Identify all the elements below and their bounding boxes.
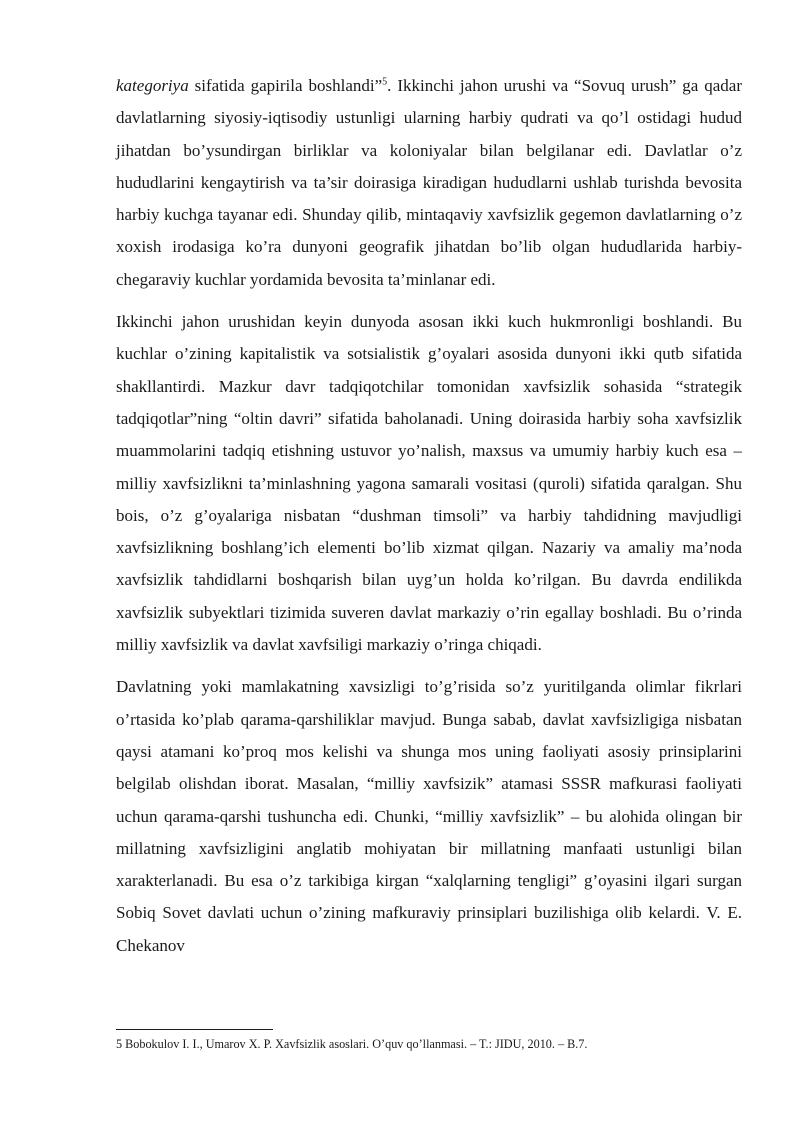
footnote: 5 Bobokulov I. I., Umarov X. P. Xavfsizlik asoslari. O’quv qo’llanmasi. – T.: JIDU, 2010. – B.7. xyxy=(116,1037,588,1051)
paragraph-3: Davlatning yoki mamlakatning xavsizligi to’g’risida so’z yuritilganda olimlar fikrlari o’rtasida ko’plab qarama-qarshiliklar mavjud. Bunga sabab, davlat xavfsizligiga nisbatan qaysi atamani ko’proq mos kelishi va shunga mos uning faoliyati asosiy prinsiplarini belgilab olishdan iborat. Masalan, “milliy xavfsizik” atamasi SSSR mafkurasi faoliyati uchun qarama-qarshi tushuncha edi. Chunki, “milliy xavfsizlik” – bu alohida olingan bir millatning xavfsizligini anglatib mohiyatan bir millatning manfaati ustunligi bilan xarakterlanadi. Bu esa o’z tarkibiga kirgan “xalqlarning tengligi” g’oyasini ilgari surgan Sobiq Sovet davlati uchun o’zining mafkuraviy prinsiplari buzilishiga olib kelardi. V. E. Chekanov xyxy=(116,677,742,955)
paragraph-1-text-b: . Ikkinchi jahon urushi va “Sovuq urush” ga qadar davlatlarning siyosiy-iqtisodiy ustunligi ularning harbiy qudrati va qo’l ostidagi hudud jihatdan bo’ysundirgan birliklar va koloniyalar bilan belgilanar edi. Davlatlar o’z hududlarini kengaytirish va ta’sir doirasiga kiradigan hududlarni ushlab turishda bevosita harbiy kuchga tayanar edi. Shunday qilib, mintaqaviy xavfsizlik gegemon davlatlarning o’z xoxish irodasiga ko’ra dunyoni geografik jihatdan bo’lib olgan hududlarida harbiy-chegaraviy kuchlar yordamida bevosita ta’minlanar edi. xyxy=(116,76,742,289)
italic-term: kategoriya xyxy=(116,76,189,95)
footnote-separator xyxy=(116,1029,273,1030)
paragraph-1 xyxy=(116,70,742,296)
paragraph-1-text-a: sifatida gapirila boshlandi” xyxy=(188,76,383,95)
footnote-reference[interactable]: 5 xyxy=(382,76,388,88)
body-text xyxy=(116,70,742,962)
paragraph-2: Ikkinchi jahon urushidan keyin dunyoda asosan ikki kuch hukmronligi boshlandi. Bu kuchlar o’zining kapitalistik va sotsialistik g’oyalari asosida dunyoni ikki qutb sifatida shakllantirdi. Mazkur davr tadqiqotchilar tomonidan xavfsizlik sohasida “strategik tadqiqotlar”ning “oltin davri” sifatida baholanadi. Uning doirasida harbiy soha xavfsizlik muammolarini tadqiq etishning ustuvor yo’nalish, maxsus va umumiy harbiy kuch esa – milliy xavfsizlikni ta’minlashning yagona samarali vositasi (quroli) sifatida qaralgan. Shu bois, o’z g’oyalariga nisbatan “dushman timsoli” va harbiy tahdidning mavjudligi xavfsizlikning boshlang’ich elementi bo’lib xizmat qilgan. Nazariy va amaliy ma’noda xavfsizlik tahdidlarni boshqarish bilan uyg’un holda ko’rilgan. Bu davrda endilikda xavfsizlik subyektlari tizimida suveren davlat markaziy o’rin egallay boshladi. Bu o’rinda milliy xavfsizlik va davlat xavfsiligi markaziy o’ringa chiqadi. xyxy=(116,312,742,655)
